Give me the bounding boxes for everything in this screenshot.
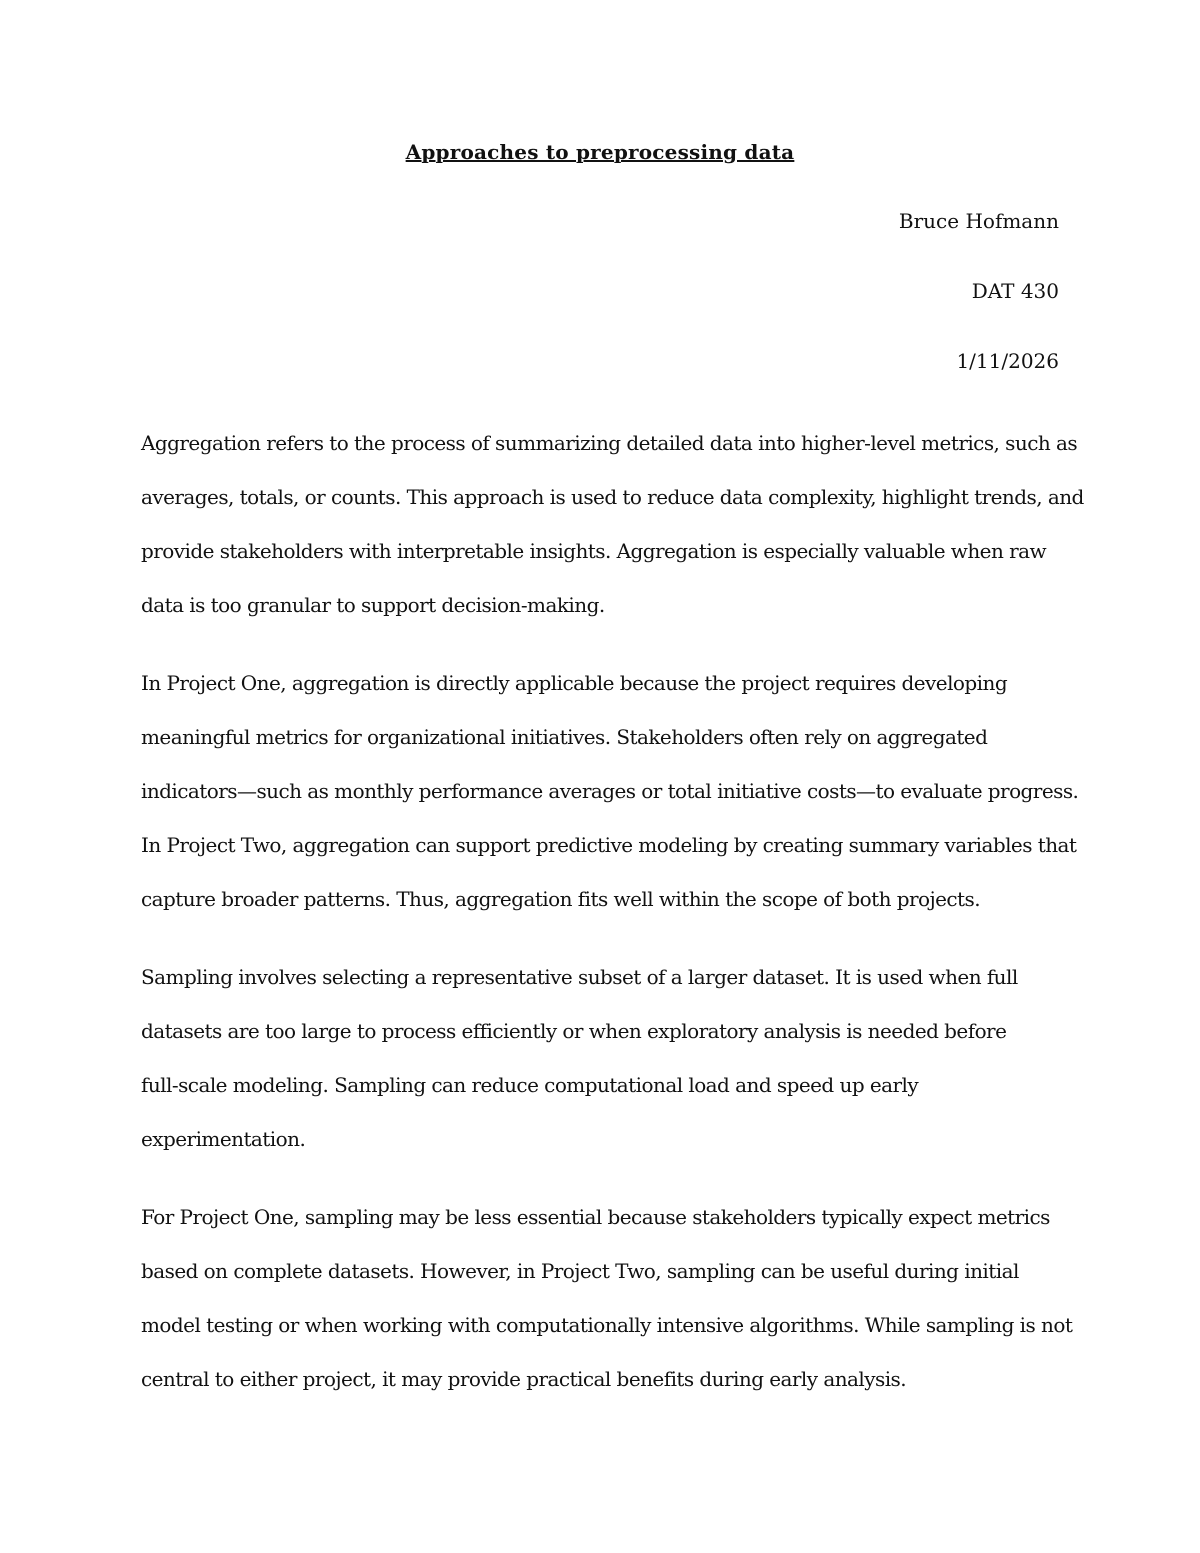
document-date: 1/11/2026 bbox=[956, 349, 1059, 373]
text-line: data is too granular to support decision-making. bbox=[141, 593, 605, 617]
document-title: Approaches to preprocessing data bbox=[405, 140, 795, 164]
text-line: For Project One, sampling may be less essential because stakeholders typically expect metrics bbox=[141, 1205, 1050, 1229]
paragraph-aggregation-projects bbox=[141, 656, 1079, 926]
text-line: central to either project, it may provide practical benefits during early analysis. bbox=[141, 1367, 907, 1391]
paragraph-sampling-projects bbox=[141, 1190, 1073, 1406]
text-line: Sampling involves selecting a representative subset of a larger dataset. It is used when full bbox=[141, 965, 1018, 989]
text-line: model testing or when working with computationally intensive algorithms. While sampling is not bbox=[141, 1313, 1073, 1337]
text-line: Aggregation refers to the process of summarizing detailed data into higher-level metrics, such as bbox=[141, 431, 1078, 455]
text-line: In Project Two, aggregation can support predictive modeling by creating summary variables that bbox=[141, 833, 1077, 857]
text-line: provide stakeholders with interpretable insights. Aggregation is especially valuable when raw bbox=[141, 539, 1047, 563]
text-line: datasets are too large to process efficiently or when exploratory analysis is needed before bbox=[141, 1019, 1007, 1043]
text-line: In Project One, aggregation is directly applicable because the project requires developing bbox=[141, 671, 1008, 695]
text-line: meaningful metrics for organizational initiatives. Stakeholders often rely on aggregated bbox=[141, 725, 988, 749]
text-line: experimentation. bbox=[141, 1127, 306, 1151]
course-code: DAT 430 bbox=[971, 279, 1059, 303]
text-line: based on complete datasets. However, in Project Two, sampling can be useful during initial bbox=[141, 1259, 1019, 1283]
text-line: full-scale modeling. Sampling can reduce computational load and speed up early bbox=[141, 1073, 919, 1097]
text-line: capture broader patterns. Thus, aggregation fits well within the scope of both projects. bbox=[141, 887, 981, 911]
text-line: indicators—such as monthly performance averages or total initiative costs—to evaluate progress. bbox=[141, 779, 1079, 803]
paragraph-aggregation-definition bbox=[141, 416, 1084, 632]
text-line: averages, totals, or counts. This approach is used to reduce data complexity, highlight trends, and bbox=[141, 485, 1084, 509]
paragraph-sampling-definition bbox=[141, 950, 1059, 1166]
author-name: Bruce Hofmann bbox=[898, 209, 1059, 233]
